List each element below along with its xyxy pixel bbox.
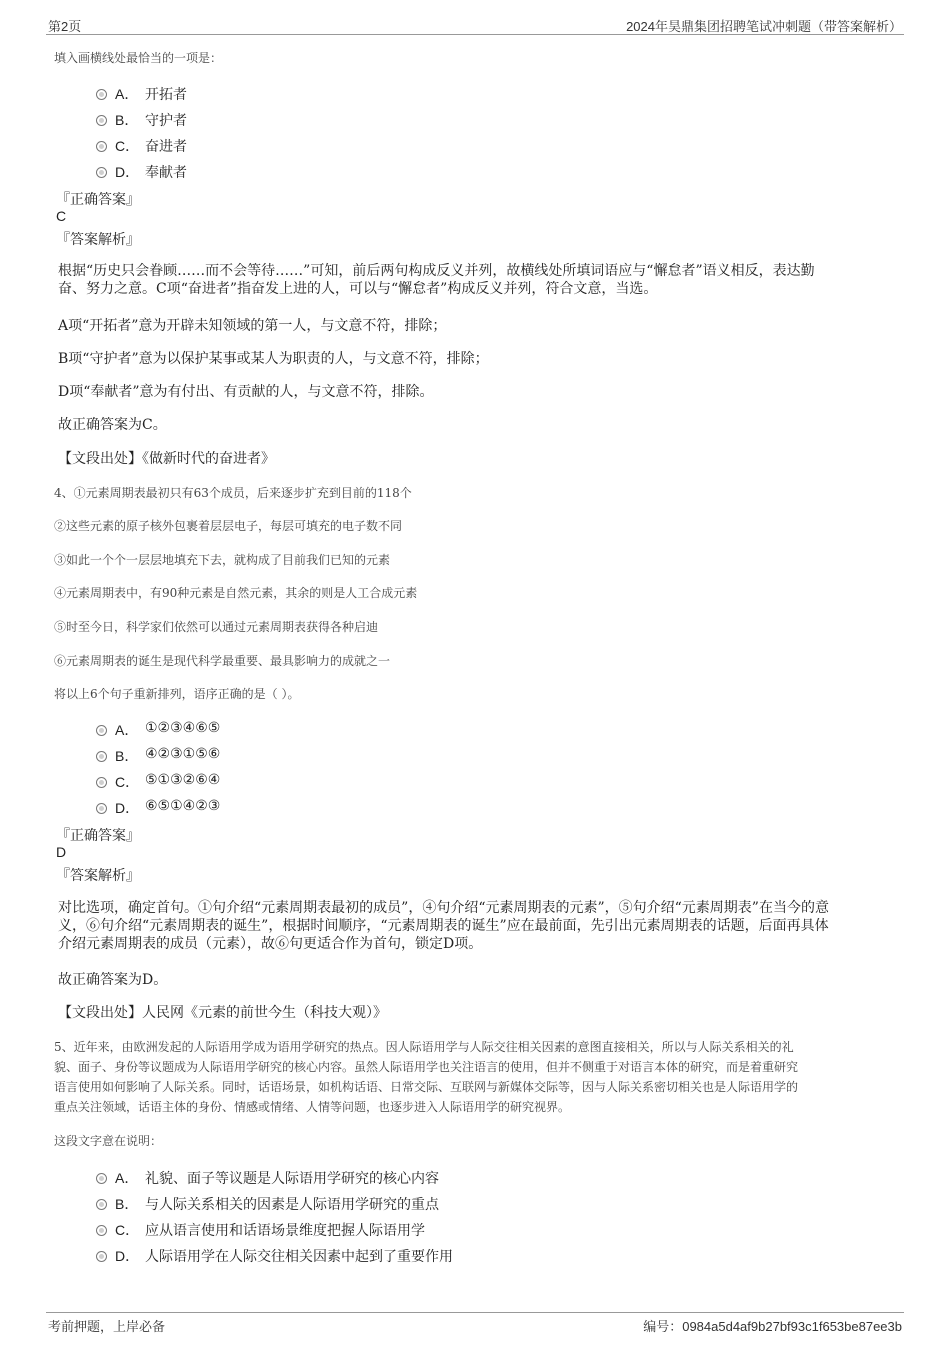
q3-analysis-label: 『答案解析』: [56, 232, 140, 248]
passage-line: 貌、面子、身份等议题成为人际语用学研究的核心内容。虽然人际语用学也关注语言的使用，但并不侧重于对语言本体的研究，而是着重研究: [54, 1060, 799, 1074]
option-text: 开拓者: [145, 87, 187, 103]
radio-icon[interactable]: [96, 777, 107, 788]
option-letter: B．: [115, 748, 139, 764]
passage-line: 重点关注领域，话语主体的身份、情感或情绪、人情等问题，也逐步进入人际语用学的研究视界。: [54, 1100, 571, 1114]
option-text: ①②③④⑥⑤: [145, 720, 221, 736]
radio-icon[interactable]: [96, 167, 107, 178]
analysis-line: 介绍元素周期表的成员（元素），故⑥句更适合作为首句，锁定D项。: [58, 936, 483, 952]
document-title: 2024年昊鼎集团招聘笔试冲刺题（带答案解析）: [626, 19, 902, 34]
q5-question: 这段文字意在说明：: [54, 1134, 163, 1148]
q3-source: 【文段出处】《做新时代的奋进者》: [58, 451, 275, 467]
q4-sentence-3: ③如此一个个一层层地填充下去，就构成了目前我们已知的元素: [54, 553, 391, 567]
q3-answer-label: 『正确答案』: [56, 192, 140, 208]
option-text: ⑥⑤①④②③: [145, 798, 221, 814]
footer-code-label: 编号：: [643, 1319, 683, 1334]
q3-answer: C: [56, 208, 67, 224]
passage-line: 5、近年来，由欧洲发起的人际语用学成为语用学研究的热点。因人际语用学与人际交往相关因素的意图直接相关，所以与人际关系相关的礼: [54, 1040, 794, 1054]
radio-icon[interactable]: [96, 751, 107, 762]
option-text: 应从语言使用和话语场景维度把握人际语用学: [145, 1223, 425, 1239]
radio-icon[interactable]: [96, 1251, 107, 1262]
option-letter: C．: [115, 138, 140, 154]
q3-conclusion: 故正确答案为C。: [58, 417, 167, 433]
option-text: ⑤①③②⑥④: [145, 772, 221, 788]
option-letter: D．: [115, 164, 140, 180]
q4-answer-label: 『正确答案』: [56, 828, 140, 844]
q5-passage: [54, 1037, 896, 1117]
option-letter: A．: [115, 1170, 139, 1186]
option-letter: D．: [115, 800, 140, 816]
radio-icon[interactable]: [96, 1199, 107, 1210]
q4-sentence-2: ②这些元素的原子核外包裹着层层电子，每层可填充的电子数不同: [54, 519, 403, 533]
q4-question: 将以上6个句子重新排列，语序正确的是（ ）。: [54, 687, 300, 701]
q3-analysis-b: B项“守护者”意为以保护某事或某人为职责的人，与文意不符，排除；: [58, 351, 489, 367]
q3-analysis-a: A项“开拓者”意为开辟未知领域的第一人，与文意不符，排除；: [58, 318, 447, 334]
q4-sentence-1: 4、①元素周期表最初只有63个成员，后来逐步扩充到目前的118个: [54, 486, 412, 500]
analysis-line: 义，⑥句介绍“元素周期表的诞生”，根据时间顺序，“元素周期表的诞生”应在最前面，先引出元素周期表的话题，后面再具体: [58, 918, 829, 934]
radio-icon[interactable]: [96, 89, 107, 100]
option-text: 守护者: [145, 113, 187, 129]
radio-icon[interactable]: [96, 115, 107, 126]
option-text: 与人际关系相关的因素是人际语用学研究的重点: [145, 1197, 439, 1213]
option-text: 礼貌、面子等议题是人际语用学研究的核心内容: [145, 1171, 439, 1187]
q4-sentence-6: ⑥元素周期表的诞生是现代科学最重要、最具影响力的成就之一: [54, 654, 391, 668]
option-letter: C．: [115, 774, 140, 790]
analysis-line: 对比选项，确定首句。①句介绍“元素周期表最初的成员”，④句介绍“元素周期表的元素”，⑤句介绍“元素周期表”在当今的意: [58, 900, 829, 916]
passage-line: 语言使用如何影响了人际关系。同时，话语场景，如机构话语、日常交际、互联网与新媒体交际等，因与人际关系密切相关也是人际语用学的: [54, 1080, 799, 1094]
radio-icon[interactable]: [96, 1173, 107, 1184]
option-letter: A．: [115, 86, 139, 102]
page-header: [46, 14, 904, 35]
q4-conclusion: 故正确答案为D。: [58, 972, 168, 988]
analysis-line: 奋、努力之意。C项“奋进者”指奋发上进的人，可以与“懈怠者”构成反义并列，符合文意，当选。: [58, 281, 658, 297]
option-letter: C．: [115, 1222, 140, 1238]
option-text: 人际语用学在人际交往相关因素中起到了重要作用: [145, 1249, 453, 1265]
option-text: 奋进者: [145, 139, 187, 155]
option-letter: B．: [115, 112, 139, 128]
option-letter: A．: [115, 722, 139, 738]
option-text: 奉献者: [145, 165, 187, 181]
option-letter: B．: [115, 1196, 139, 1212]
analysis-line: 根据“历史只会眷顾……而不会等待……”可知，前后两句构成反义并列，故横线处所填词语应与“懈怠者”语义相反，表达勤: [58, 263, 815, 279]
footer-code-value: 0984a5d4af9b27bf93c1f653be87ee3b: [682, 1319, 902, 1334]
q4-answer: D: [56, 844, 67, 860]
q4-source: 【文段出处】人民网《元素的前世今生（科技大观）》: [58, 1005, 387, 1021]
q3-analysis-text: [58, 262, 894, 298]
radio-icon[interactable]: [96, 803, 107, 814]
q3-stem: 填入画横线处最恰当的一项是：: [54, 51, 223, 65]
page-footer: [46, 1312, 904, 1337]
page-number: 第2页: [48, 19, 82, 34]
option-letter: D．: [115, 1248, 140, 1264]
q4-sentence-4: ④元素周期表中，有90种元素是自然元素，其余的则是人工合成元素: [54, 586, 418, 600]
radio-icon[interactable]: [96, 725, 107, 736]
q4-sentence-5: ⑤时至今日，科学家们依然可以通过元素周期表获得各种启迪: [54, 620, 379, 634]
q3-analysis-d: D项“奉献者”意为有付出、有贡献的人，与文意不符，排除。: [58, 384, 434, 400]
footer-slogan: 考前押题，上岸必备: [48, 1320, 166, 1335]
radio-icon[interactable]: [96, 141, 107, 152]
q4-analysis-label: 『答案解析』: [56, 868, 140, 884]
option-text: ④②③①⑤⑥: [145, 746, 221, 762]
radio-icon[interactable]: [96, 1225, 107, 1236]
footer-code: [643, 1316, 902, 1335]
q4-analysis-text: [58, 899, 894, 953]
